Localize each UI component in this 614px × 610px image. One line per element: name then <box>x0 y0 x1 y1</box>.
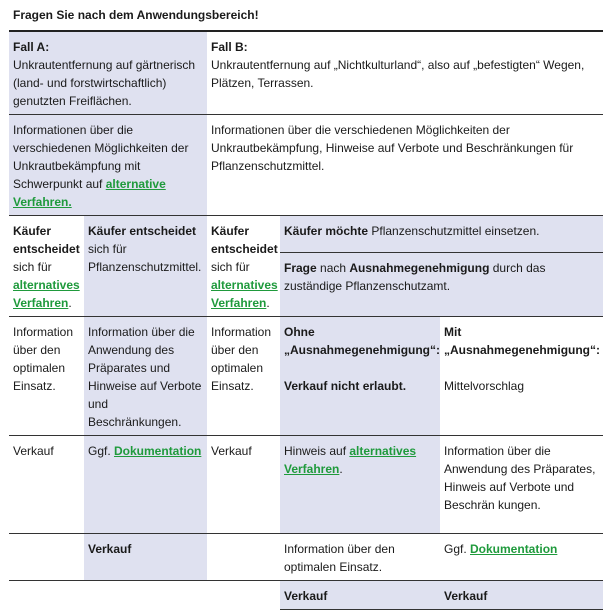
row7-col5: Verkauf <box>440 581 603 610</box>
row7-col2 <box>84 581 207 610</box>
row3-col4-bottom: Frage nach Ausnahmegenehmigung durch das zuständige Pflanzenschutzamt. <box>280 253 603 317</box>
row5-col4: Hinweis auf alternatives Verfahren. <box>280 436 440 534</box>
dokumentation-link-1[interactable]: Dokumentation <box>114 444 202 458</box>
alternatives-verfahren-link-2[interactable]: alternatives Verfahren <box>211 278 278 310</box>
row3-col3: Käufer entscheidet sich für alternatives Verfahren. <box>207 216 280 317</box>
row7-col4: Verkauf <box>280 581 440 610</box>
row7-col3 <box>207 581 280 610</box>
dokumentation-link-2[interactable]: Dokumentation <box>470 542 558 556</box>
fall-a-title: Fall A: <box>13 40 50 54</box>
row6-col4: Information über den optimalen Einsatz. <box>280 534 440 581</box>
fall-a-cell <box>9 31 207 115</box>
alternative-verfahren-link[interactable]: alternative Verfahren. <box>13 177 166 209</box>
row4-col1: Information über den optimalen Einsatz. <box>9 317 84 436</box>
row3-col4-top: Käufer möchte Pflanzenschutzmittel einsetzen. <box>280 216 603 253</box>
info-b-cell: Informationen über die verschiedenen Möglichkeiten der Unkrautbekämpfung, Hinweise auf Verbote und Beschränkungen für Pflanzenschutzmittel. <box>207 115 603 216</box>
row5-col1: Verkauf <box>9 436 84 534</box>
row4-col3: Information über den optimalen Einsatz. <box>207 317 280 436</box>
row3-col1: Käufer entscheidet sich für alternatives Verfahren. <box>9 216 84 317</box>
row5-col5: Information über die Anwendung des Präparates, Hinweis auf Verbote und Beschrän kungen. <box>440 436 603 534</box>
fall-b-title: Fall B: <box>211 40 248 54</box>
row6-col2: Verkauf <box>84 534 207 581</box>
fall-b-text: Unkrautentfernung auf „Nichtkulturland“, also auf „befestigten“ Wegen, Plätzen, Terrassen. <box>211 58 585 90</box>
row3-col2: Käufer entscheidet sich für Pflanzenschutzmittel. <box>84 216 207 317</box>
row6-col5: Ggf. Dokumentation <box>440 534 603 581</box>
decision-table <box>9 0 603 610</box>
row6-col3 <box>207 534 280 581</box>
row4-col4: Ohne „Ausnahmegenehmigung“: Verkauf nicht erlaubt. <box>280 317 440 436</box>
row5-col2: Ggf. Dokumentation <box>84 436 207 534</box>
fall-b-cell <box>207 31 603 115</box>
table-header: Fragen Sie nach dem Anwendungsbereich! <box>9 0 603 31</box>
alternatives-verfahren-link-1[interactable]: alternatives Verfahren <box>13 278 80 310</box>
fall-a-text: Unkrautentfernung auf gärtnerisch (land- und forstwirtschaftlich) genutzten Freiflächen. <box>13 58 196 108</box>
row4-col5: Mit „Ausnahmegenehmigung“: Mittelvorschlag <box>440 317 603 436</box>
row7-col1 <box>9 581 84 610</box>
row5-col3: Verkauf <box>207 436 280 534</box>
row4-col2: Information über die Anwendung des Präparates und Hinweise auf Verbote und Beschränkungen. <box>84 317 207 436</box>
row6-col1 <box>9 534 84 581</box>
alternatives-verfahren-link-3[interactable]: alternatives Verfahren <box>284 444 417 476</box>
info-a-cell: Informationen über die verschiedenen Möglichkeiten der Unkrautbekämpfung mit Schwerpunkt auf alternative Verfahren. <box>9 115 207 216</box>
